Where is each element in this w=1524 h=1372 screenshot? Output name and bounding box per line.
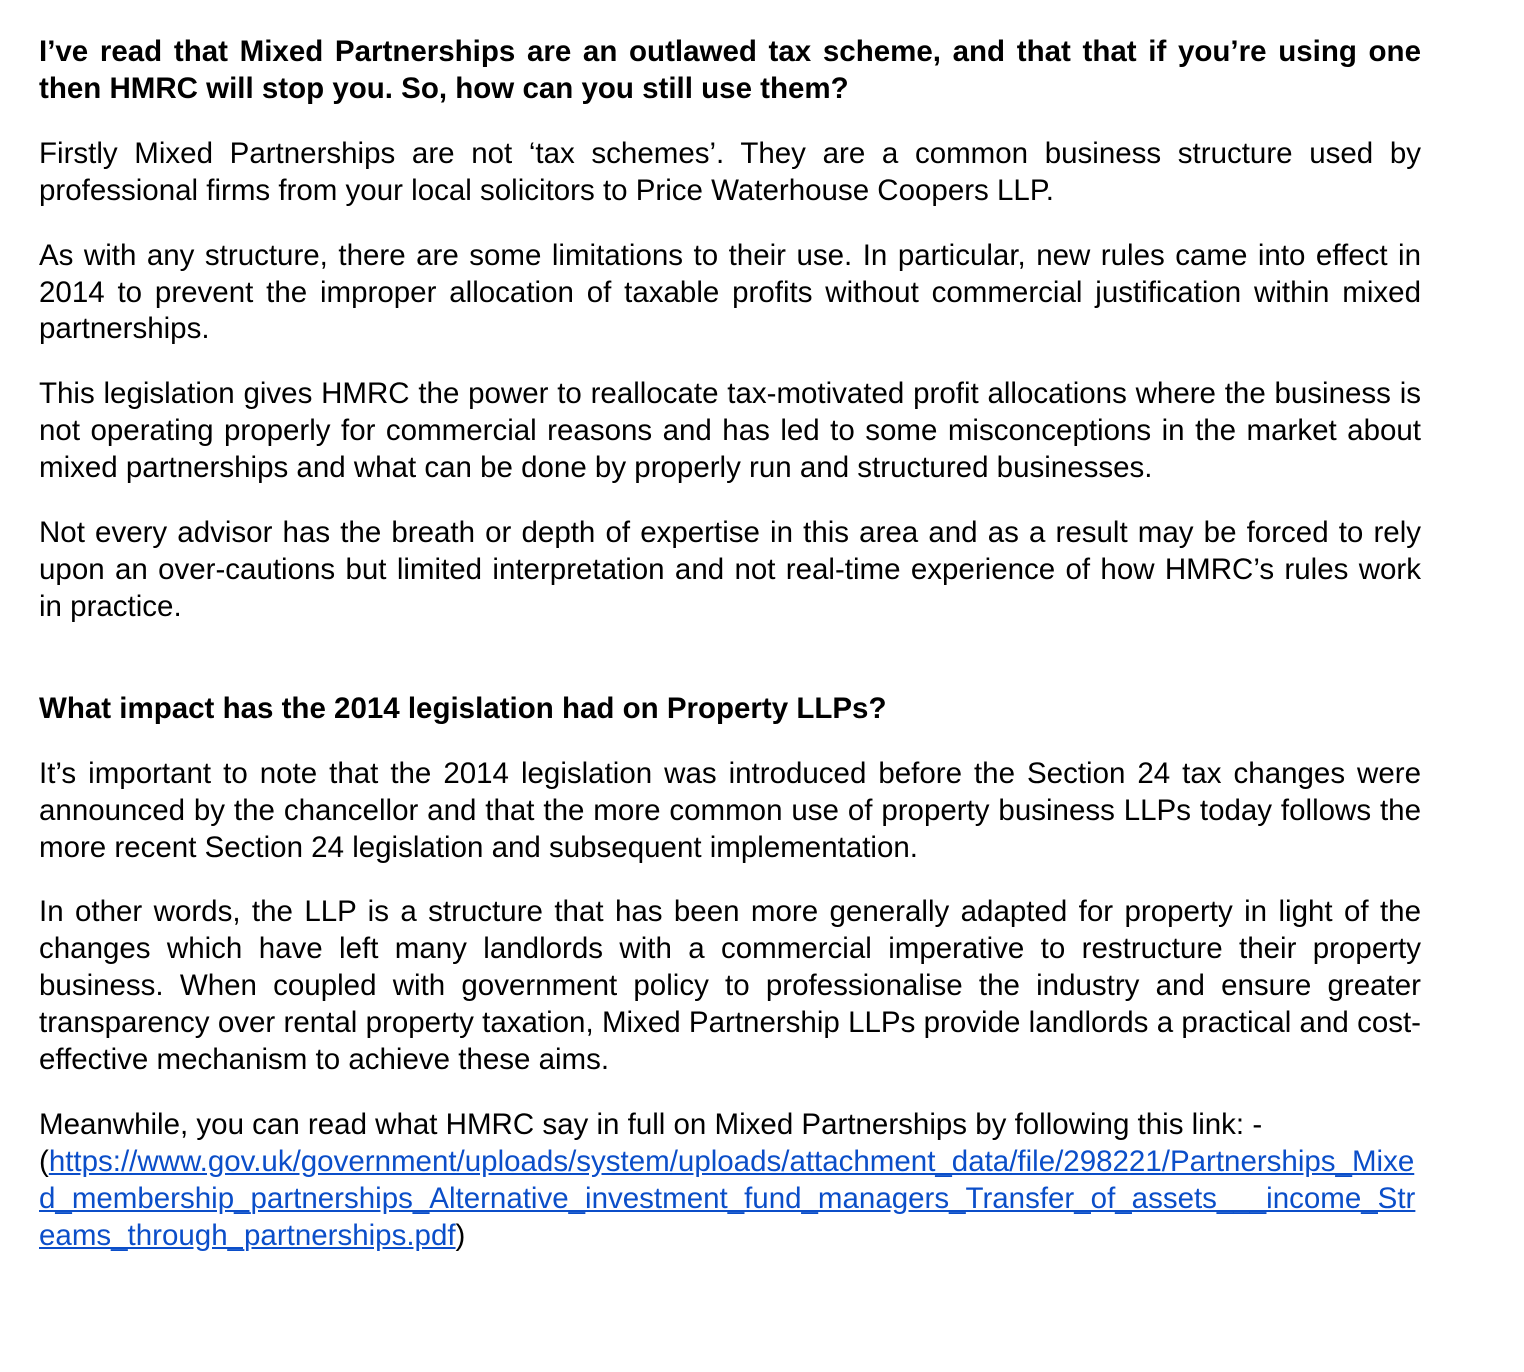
paragraph: It’s important to note that the 2014 legislation was introduced before the Section 24 tax changes were announced by the chancellor and that the more common use of property business LLPs today follows the more recent Section 24 legislation and subsequent implementation.	[39, 756, 1421, 864]
hmrc-guidance-link[interactable]: https://www.gov.uk/government/uploads/system/uploads/attachment_data/file/298221/Partnerships_Mixed_membership_partnerships_Alternative_investment_fund_managers_Transfer_of_assets___income_Streams_through_partnerships.pdf	[39, 1144, 1416, 1252]
paragraph: As with any structure, there are some limitations to their use. In particular, new rules came into effect in 2014 to prevent the improper allocation of taxable profits without commercial justification within mixed partnerships.	[39, 238, 1421, 346]
section-heading-2014-legislation: What impact has the 2014 legislation had on Property LLPs?	[39, 691, 887, 725]
paragraph: Not every advisor has the breath or depth of expertise in this area and as a result may be forced to rely upon an over-cautions but limited interpretation and not real-time experience of how HMRC’s rules work in practice.	[39, 516, 1421, 623]
section-heading-mixed-partnerships: I’ve read that Mixed Partnerships are an outlawed tax scheme, and that that if you’re using one then HMRC will stop you. So, how can you still use them?	[39, 35, 1421, 105]
document-body	[39, 34, 1421, 1255]
link-intro-text: Meanwhile, you can read what HMRC say in full on Mixed Partnerships by following this link: -	[39, 1107, 1263, 1141]
paragraph: In other words, the LLP is a structure that has been more generally adapted for property in light of the changes which have left many landlords with a commercial imperative to restructure their property business. When coupled with government policy to professionalise the industry and ensure greater transparency over rental property taxation, Mixed Partnership LLPs provide landlords a practical and cost-effective mechanism to achieve these aims.	[39, 895, 1421, 1077]
hmrc-link-paragraph	[39, 1107, 1421, 1255]
link-close-paren: )	[455, 1218, 466, 1252]
paragraph: Firstly Mixed Partnerships are not ‘tax schemes’. They are a common business structure used by professional firms from your local solicitors to Price Waterhouse Coopers LLP.	[39, 136, 1421, 207]
paragraph: This legislation gives HMRC the power to reallocate tax-motivated profit allocations where the business is not operating properly for commercial reasons and has led to some misconceptions in the market about mixed partnerships and what can be done by properly run and structured businesses.	[39, 377, 1421, 485]
link-open-paren: (	[39, 1144, 49, 1178]
